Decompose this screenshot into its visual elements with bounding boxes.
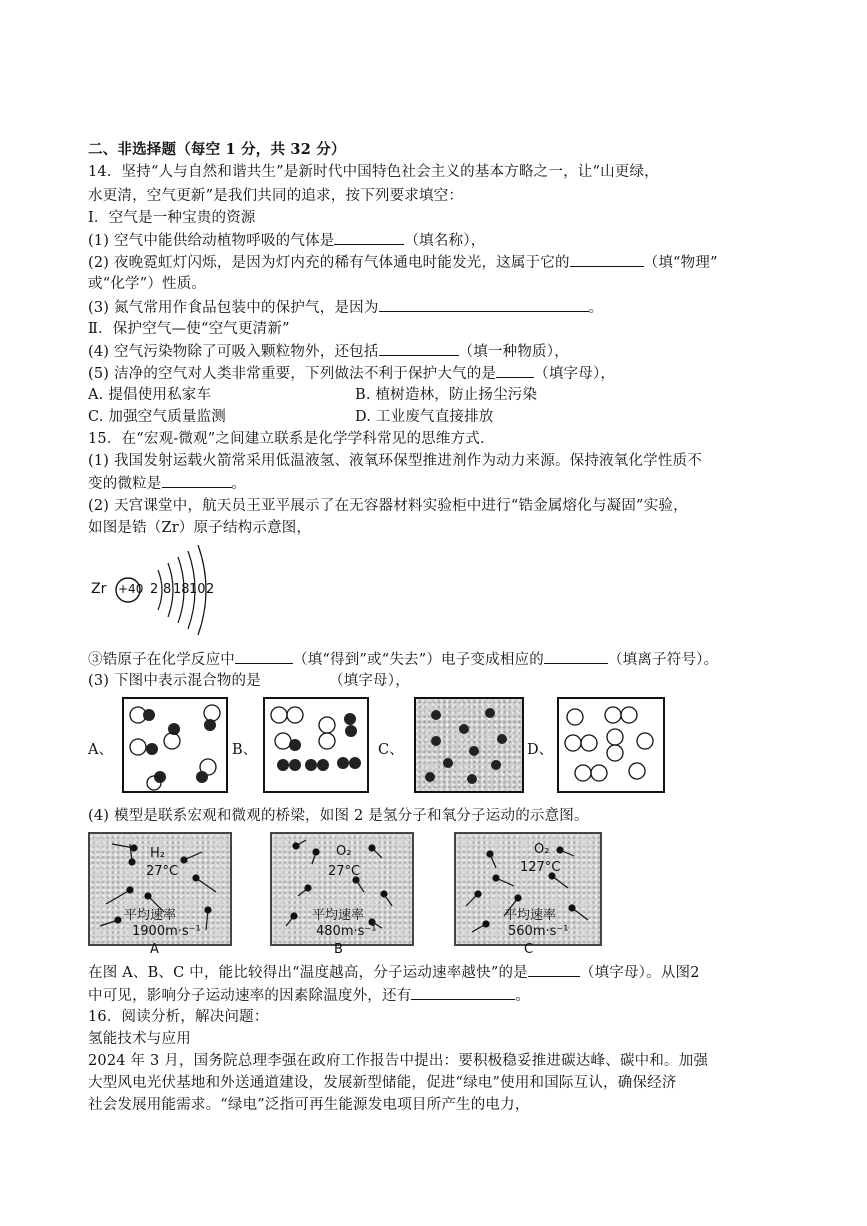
- q15-q2c-text3: （填离子符号）。: [607, 652, 719, 668]
- gas-b-speed: 480m·s⁻¹: [316, 924, 377, 939]
- q15-q4-text-a: 在图 A、B、C 中，能比较得出“温度越高，分子运动速率越快”的是: [88, 965, 528, 981]
- q15-q1-line2: [88, 473, 246, 494]
- q14-q4-blank[interactable]: [379, 341, 459, 356]
- gas-panel-a: [88, 832, 232, 946]
- q15-q4-text-b: （填字母）。从图2: [579, 965, 700, 981]
- q14-q5-hint: （填字母），: [534, 366, 616, 382]
- choice-a-particles: [124, 699, 226, 791]
- q14-q1-blank[interactable]: [334, 230, 404, 245]
- shell-3: 18: [173, 582, 190, 597]
- q14-stem-line2: 水更清，空气更新”是我们共同的追求，按下列要求填空：: [88, 188, 464, 204]
- choice-d-particles: [559, 699, 663, 791]
- q14-q4-hint: （填一种物质），: [458, 344, 569, 360]
- q15-q1-text: 变的微粒是: [88, 476, 162, 492]
- q14-q3-text: (3) 氮气常用作食品包装中的保护气，是因为: [88, 300, 379, 316]
- gas-a-speed: 1900m·s⁻¹: [132, 924, 201, 939]
- q15-q4-blank1[interactable]: [528, 962, 580, 977]
- q14-q2-blank[interactable]: [570, 252, 644, 267]
- choice-box-a[interactable]: [122, 697, 228, 793]
- q15-q4-text: (4) 模型是联系宏观和微观的桥梁，如图 2 是氢分子和氧分子运动的示意图。: [88, 808, 589, 824]
- q15-q3: [88, 671, 410, 691]
- q14-option-b: B. 植树造林，防止扬尘污染: [355, 387, 538, 403]
- q14-q3: [88, 297, 603, 318]
- q15-q2-question3: [88, 649, 718, 670]
- q15-q2c-blank2[interactable]: [544, 649, 608, 664]
- choice-box-c[interactable]: [414, 697, 524, 793]
- q14-q5-blank[interactable]: [496, 363, 534, 378]
- atom-nucleus: +40: [118, 582, 144, 596]
- q14-q2: [88, 252, 718, 273]
- q14-q2-hint: （填“物理”: [643, 255, 718, 271]
- section-title: 二、非选择题（每空 1 分，共 32 分）: [88, 141, 346, 158]
- q15-q1-blank[interactable]: [162, 473, 232, 488]
- q15-q2-line2: 如图是锆（Zr）原子结构示意图，: [88, 520, 312, 536]
- q15-q3-hint: （填字母），: [328, 673, 410, 689]
- gas-c-formula: O₂: [534, 842, 550, 857]
- gas-b-temp: 27°C: [328, 864, 361, 879]
- shell-1: 2: [150, 582, 159, 597]
- q15-q4-text-d: 。: [515, 988, 531, 1004]
- q14-q4-text: (4) 空气污染物除了可吸入颗粒物外，还包括: [88, 344, 379, 360]
- gas-a-formula: H₂: [150, 846, 165, 861]
- q14-stem-line1: 14．坚持“人与自然和谐共生”是新时代中国特色社会主义的基本方略之一，让“山更绿，: [88, 164, 659, 180]
- q16-paragraph-line3: 社会发展用能需求。“绿电”泛指可再生能源发电项目所产生的电力，: [88, 1097, 530, 1113]
- choice-label-d: D、: [527, 742, 554, 758]
- shell-2: 8: [163, 582, 172, 597]
- gas-b-formula: O₂: [336, 844, 352, 859]
- q14-q4: [88, 341, 569, 362]
- q14-q1-hint: （填名称），: [404, 233, 486, 249]
- gas-panel-c: [454, 832, 602, 946]
- choice-label-c: C、: [378, 742, 404, 758]
- q15-q1-line1: (1) 我国发射运载火箭常采用低温液氢、液氧环保型推进剂作为动力来源。保持液氧化学性质不: [88, 453, 702, 469]
- choice-box-d[interactable]: [557, 697, 665, 793]
- q14-q2-text: (2) 夜晚霓虹灯闪烁，是因为灯内充的稀有气体通电时能发光，这属于它的: [88, 255, 570, 271]
- choice-label-a: A、: [88, 742, 113, 758]
- q15-q2-line1: (2) 天宫课堂中，航天员王亚平展示了在无容器材料实验柜中进行“锆金属熔化与凝固”实验，: [88, 498, 688, 514]
- q14-option-c: C. 加强空气质量监测: [88, 409, 226, 425]
- q15-stem: 15．在“宏观-微观”之间建立联系是化学学科常见的思维方式．: [88, 431, 495, 447]
- gas-c-avg-label: 平均速率: [504, 908, 557, 923]
- zirconium-atom-diagram: [88, 545, 238, 640]
- q16-title: 16．阅读分析，解决问题：: [88, 1009, 269, 1025]
- q16-paragraph-line2: 大型风电光伏基地和外送通道建设，发展新型储能，促进“绿电”使用和国际互认，确保经济: [88, 1075, 677, 1091]
- gas-b-label: B: [334, 942, 343, 957]
- gas-c-label: C: [524, 942, 534, 957]
- q14-q3-blank[interactable]: [379, 297, 589, 312]
- q15-q4-blank2[interactable]: [411, 985, 515, 1000]
- q14-q2-cont: 或“化学”）性质。: [88, 276, 207, 292]
- choice-c-particles: [416, 699, 522, 791]
- q15-q3-text: (3) 下图中表示混合物的是: [88, 673, 261, 689]
- q16-paragraph-line1: 2024 年 3 月，国务院总理李强在政府工作报告中提出：要积极稳妥推进碳达峰、碳中和。加强: [88, 1053, 709, 1069]
- gas-b-avg-label: 平均速率: [312, 908, 365, 923]
- gas-c-speed: 560m·s⁻¹: [508, 924, 569, 939]
- q15-q2c-text2: （填“得到”或“失去”）电子变成相应的: [293, 652, 544, 668]
- q14-q3-end: 。: [588, 300, 604, 316]
- gas-a-avg-label: 平均速率: [124, 908, 177, 923]
- q15-q4-text-c: 中可见，影响分子运动速率的因素除温度外，还有: [88, 988, 412, 1004]
- q14-part2-title: Ⅱ．保护空气—使“空气更清新”: [88, 321, 290, 337]
- gas-a-label: A: [150, 942, 159, 957]
- shell-4: 10: [189, 582, 206, 597]
- q15-q4-question: [88, 962, 700, 983]
- gas-a-temp: 27°C: [146, 864, 179, 879]
- q14-q5: [88, 363, 615, 384]
- q14-q1: [88, 230, 485, 251]
- q14-q1-text: (1) 空气中能供给动植物呼吸的气体是: [88, 233, 335, 249]
- shell-5: 2: [206, 582, 215, 597]
- choice-label-b: B、: [232, 742, 258, 758]
- q14-option-a: A. 提倡使用私家车: [88, 387, 212, 403]
- q15-q2c-text1: ③锆原子在化学反应中: [88, 652, 235, 668]
- choice-b-particles: [265, 699, 367, 791]
- q14-q5-text: (5) 洁净的空气对人类非常重要，下列做法不利于保护大气的是: [88, 366, 497, 382]
- q15-q4-cont: [88, 985, 530, 1006]
- q14-option-d: D. 工业废气直接排放: [355, 409, 494, 425]
- gas-panel-b: [270, 832, 414, 946]
- gas-c-temp: 127°C: [520, 860, 561, 875]
- atom-symbol: Zr: [91, 581, 107, 597]
- q14-part1-title: Ⅰ．空气是一种宝贵的资源: [88, 210, 256, 226]
- q15-q2c-blank1[interactable]: [235, 649, 293, 664]
- q15-q1-end: 。: [231, 476, 247, 492]
- q16-subtitle: 氢能技术与应用: [88, 1031, 191, 1047]
- choice-box-b[interactable]: [263, 697, 369, 793]
